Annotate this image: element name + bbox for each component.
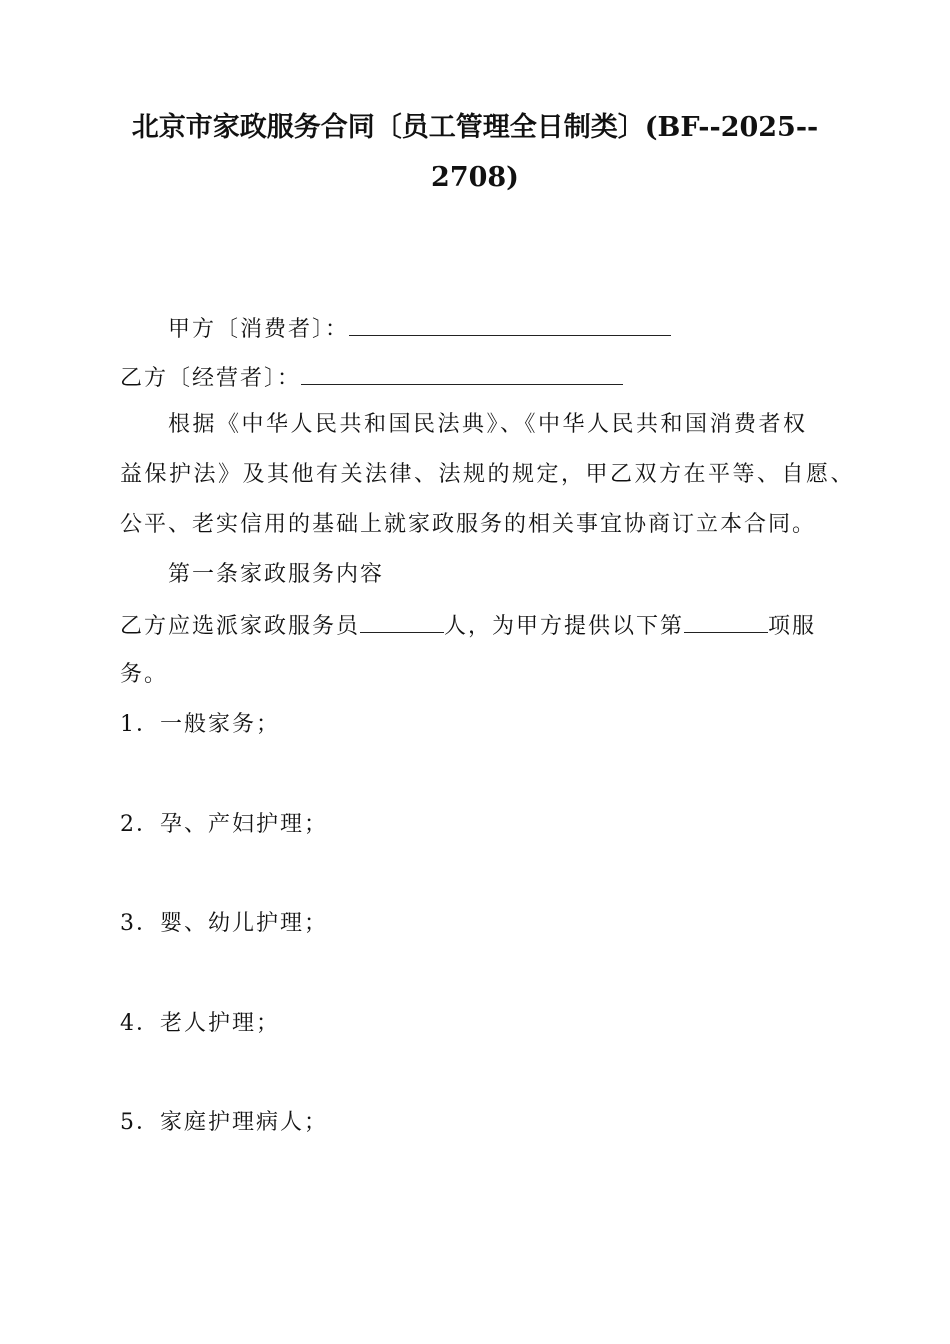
service-item-blank[interactable]	[684, 610, 768, 633]
service-item-1: 1．一般家务；	[120, 712, 280, 737]
document-title-line-1: 北京市家政服务合同〔员工管理全日制类〕(BF--2025--	[131, 112, 819, 143]
party-b-label: 乙方〔经营者〕：	[120, 366, 302, 391]
service-item-2: 2．孕、产妇护理；	[120, 812, 328, 837]
article-1-text-a: 乙方应选派家政服务员	[120, 614, 361, 639]
article-1-text-d: 务。	[120, 662, 169, 687]
party-a-blank[interactable]	[349, 313, 671, 336]
preamble-line-2: 益保护法》及其他有关法律、法规的规定，甲乙双方在平等、自愿、	[120, 462, 856, 487]
document-title-line-2: 2708)	[431, 162, 519, 193]
staff-count-blank[interactable]	[360, 610, 444, 633]
service-item-3: 3．婴、幼儿护理；	[120, 911, 328, 936]
service-item-4: 4．老人护理；	[120, 1011, 280, 1036]
preamble-line-3: 公平、老实信用的基础上就家政服务的相关事宜协商订立本合同。	[120, 512, 817, 537]
article-1-text-c: 项服	[768, 614, 817, 639]
party-a-label: 甲方〔消费者〕：	[168, 317, 350, 342]
party-a-line	[168, 313, 671, 345]
article-1-text	[120, 610, 816, 642]
preamble-line-1: 根据《中华人民共和国民法典》、《中华人民共和国消费者权	[168, 412, 808, 437]
party-b-line	[120, 362, 623, 394]
article-1-heading: 第一条家政服务内容	[168, 562, 385, 587]
party-b-blank[interactable]	[301, 362, 623, 385]
article-1-text-b: 人，为甲方提供以下第	[444, 614, 685, 639]
service-item-5: 5．家庭护理病人；	[120, 1110, 328, 1135]
